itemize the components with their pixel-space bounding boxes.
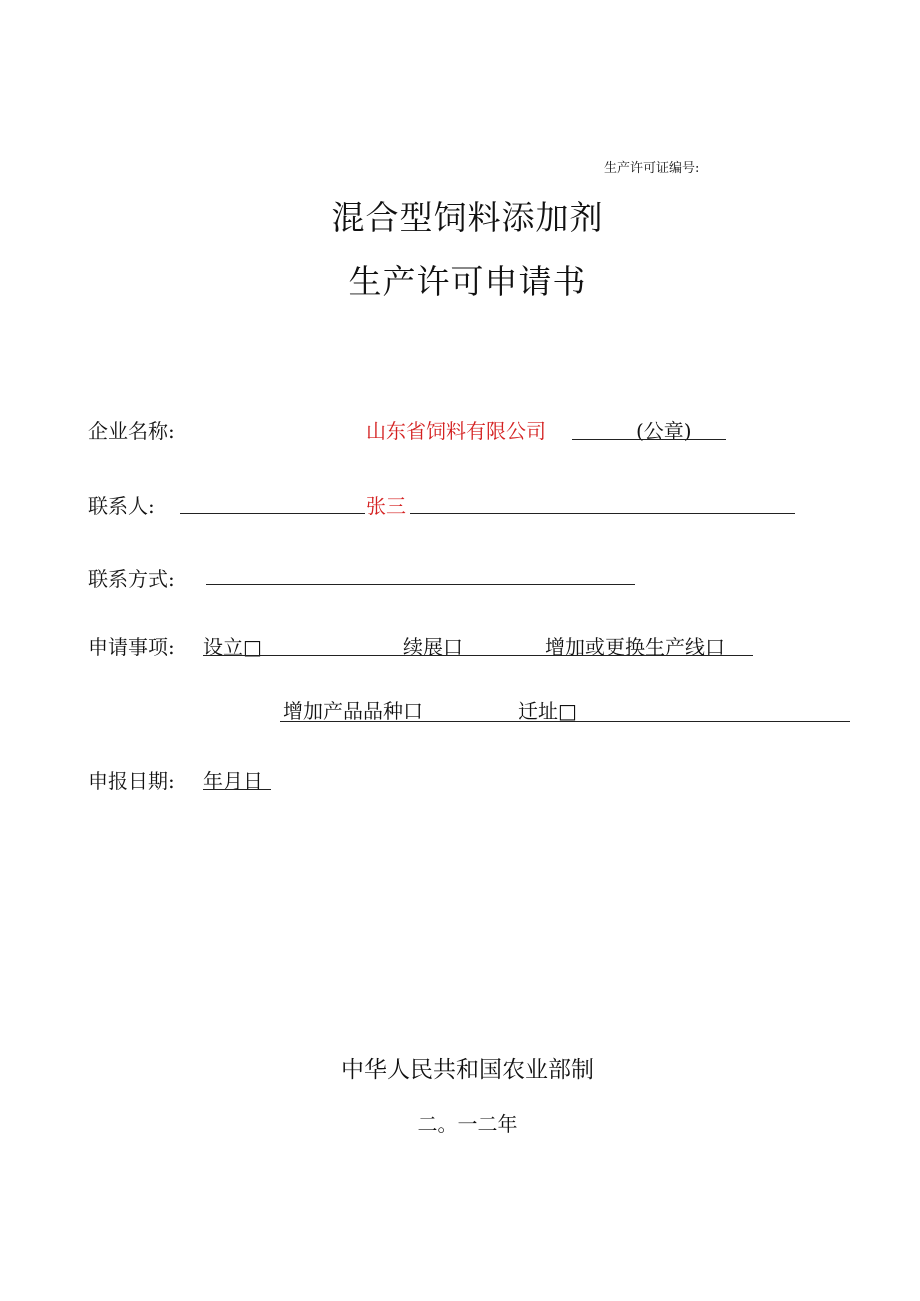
company-name-value[interactable]: 山东省饲料有限公司 <box>366 419 546 443</box>
report-date-underline <box>203 789 271 790</box>
option-add-product-checkbox[interactable]: 增加产品品种口 <box>283 699 423 723</box>
document-title-line-2: 生产许可申请书 <box>348 262 587 301</box>
contact-person-underline-left <box>180 513 365 514</box>
application-items-underline-2 <box>280 721 850 722</box>
report-date-value[interactable]: 年月日 <box>203 769 263 793</box>
contact-person-underline-right <box>410 513 795 514</box>
contact-person-value[interactable]: 张三 <box>366 494 406 518</box>
contact-method-underline <box>206 584 635 585</box>
contact-method-label: 联系方式: <box>88 567 175 591</box>
report-date-label: 申报日期: <box>88 769 175 793</box>
option-add-change-line-checkbox[interactable]: 增加或更换生产线口 <box>545 635 725 659</box>
application-items-label: 申请事项: <box>88 635 175 659</box>
application-items-underline-1 <box>203 655 753 656</box>
company-name-underline <box>572 439 726 440</box>
option-establish-checkbox[interactable]: 设立□ <box>203 635 262 659</box>
document-title-line-1: 混合型饲料添加剂 <box>331 198 604 237</box>
option-renew-checkbox[interactable]: 续展口 <box>403 635 463 659</box>
issuer-text: 中华人民共和国农业部制 <box>341 1057 594 1083</box>
company-name-label: 企业名称: <box>88 419 175 443</box>
option-relocate-checkbox[interactable]: 迁址□ <box>518 699 577 723</box>
issue-year-text: 二。一二年 <box>417 1112 518 1136</box>
contact-person-label: 联系人: <box>88 494 155 518</box>
license-number-label: 生产许可证编号: <box>604 161 700 176</box>
company-seal-label: (公章) <box>636 419 692 443</box>
